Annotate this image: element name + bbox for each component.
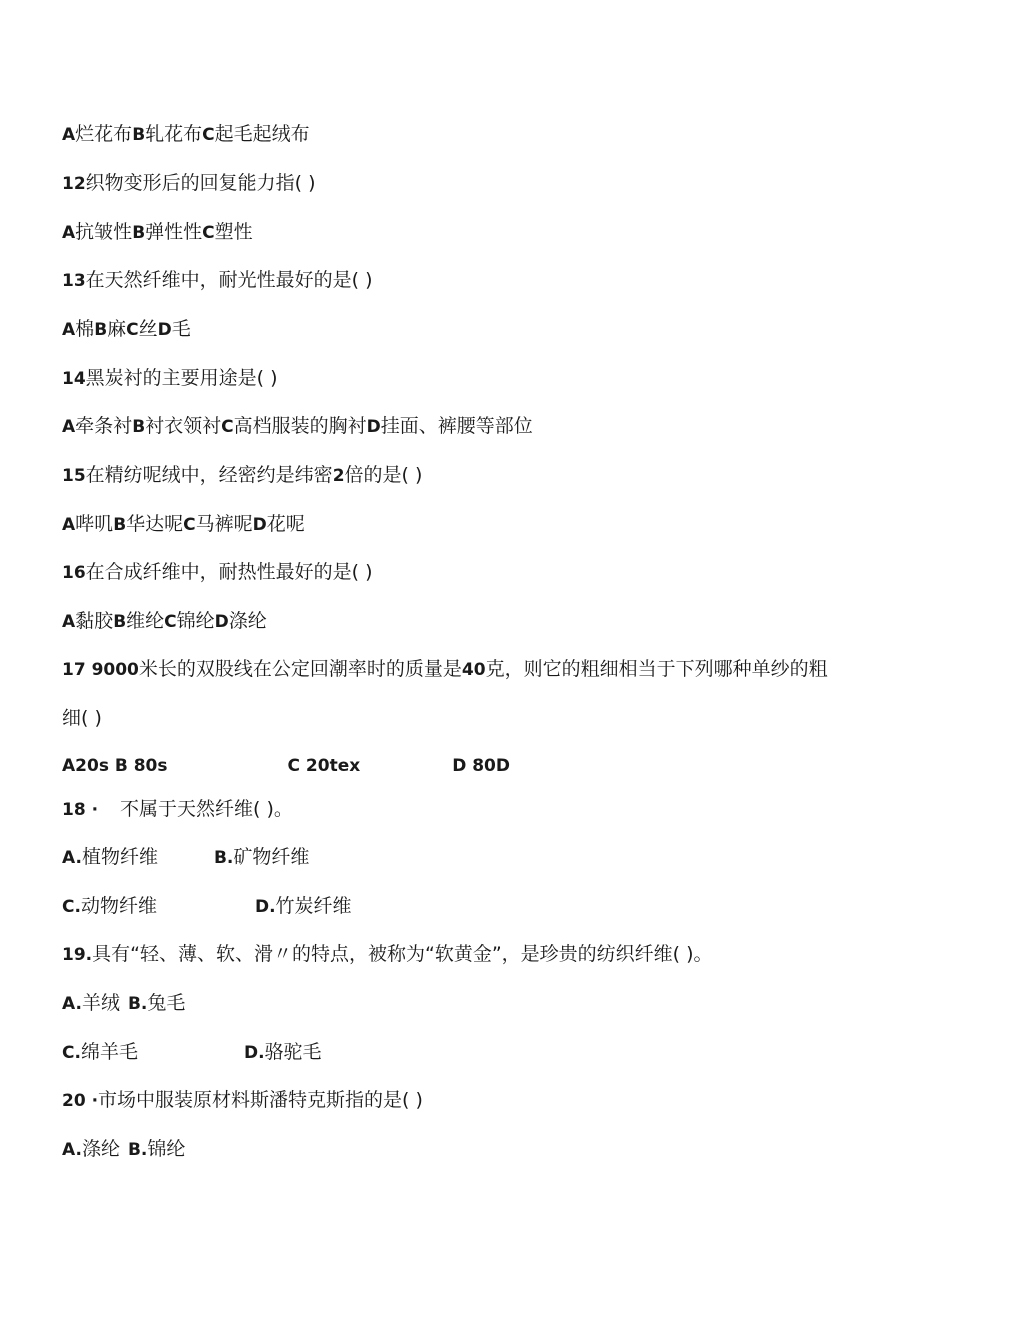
bold-run: C. [62,897,81,917]
bold-run: C [202,125,215,145]
text-run: 起毛起绒布 [214,123,310,145]
text-line [62,414,533,439]
text-line [62,463,422,488]
text-run: 在合成纤维中，耐热性最好的是( ) [85,561,373,583]
text-run: 矿物纤维 [233,846,310,868]
text-line [62,894,352,919]
bold-run: A. [62,1140,82,1160]
text-run: 羊绒 [81,992,120,1014]
text-run: 骆驼毛 [264,1041,322,1063]
text-run: 烂花布 [75,123,133,145]
text-line [62,657,828,682]
bold-run: D [252,515,267,535]
text-run: 棉 [75,318,95,340]
text-run: 黏胶 [75,610,114,632]
bold-run: B [132,417,146,437]
text-line [62,609,267,634]
text-run: 挂面、裤腰等部位 [380,415,533,437]
text-run: 塑性 [214,221,253,243]
text-run: 在精纺呢绒中，经密约是纬密 [85,464,333,486]
text-run: 市场中服装原材料斯潘特克斯指的是( ) [98,1089,423,1111]
text-run: 高档服装的胸衬 [233,415,367,437]
text-run: 花呢 [266,513,305,535]
text-line [62,753,510,778]
bold-run: A [62,417,76,437]
bold-run: 19. [62,945,93,965]
text-run: 锦纶 [147,1138,186,1160]
text-run: 华达呢 [126,513,184,535]
bold-run: D [214,612,229,632]
text-run: 弹性性 [145,221,203,243]
bold-run: 13 [62,271,86,291]
bold-run: C [164,612,177,632]
text-run: 锦纶 [176,610,215,632]
text-run: 毛 [171,318,191,340]
bold-run: A [62,125,76,145]
bold-run: A20s B 80s [62,756,168,776]
bold-run: 12 [62,174,86,194]
bold-run: C. [62,1043,81,1063]
bold-run: D 80D [452,756,511,776]
bold-run: B [113,515,127,535]
text-line [62,512,305,537]
text-run: 黑炭衬的主要用途是( ) [85,367,278,389]
text-run: 细( ) [62,707,102,729]
bold-run: B. [127,1140,148,1160]
text-run: 马裤呢 [195,513,253,535]
text-line [62,991,185,1016]
text-line [62,122,310,147]
text-line [62,797,293,822]
text-run: 动物纤维 [80,895,157,917]
bold-run: D. [243,1043,265,1063]
text-line [62,268,373,293]
text-run: 抗皱性 [75,221,133,243]
text-run: 轧花布 [145,123,203,145]
bold-run: B. [127,994,148,1014]
text-line [62,1040,322,1065]
text-line [62,366,278,391]
text-run: 涤纶 [81,1138,120,1160]
bold-run: D [366,417,381,437]
text-line [62,317,191,342]
bold-run: A [62,320,76,340]
text-run: 麻 [107,318,127,340]
text-run: 牵条衬 [75,415,133,437]
bold-run: 15 [62,466,86,486]
bold-run: C 20tex [287,756,361,776]
bold-run: A. [62,848,82,868]
text-run: 竹炭纤维 [275,895,352,917]
text-run: 植物纤维 [81,846,158,868]
text-line [62,220,253,245]
text-line [62,1088,423,1113]
bold-run: D [157,320,172,340]
text-run: 兔毛 [147,992,186,1014]
bold-run: B [132,223,146,243]
text-line [62,845,309,870]
bold-run: 20 · [62,1091,99,1111]
text-line [62,942,713,967]
text-run: 米长的双股线在公定回潮率时的质量是 [138,658,462,680]
text-run: 丝 [138,318,158,340]
text-run: 衬衣领衬 [145,415,222,437]
text-run: 维纶 [126,610,165,632]
bold-run: D. [254,897,276,917]
bold-run: B [94,320,108,340]
bold-run: B [113,612,127,632]
bold-run: C [183,515,196,535]
bold-run: 18 · [62,800,99,820]
bold-run: B [132,125,146,145]
text-run: 涤纶 [228,610,267,632]
text-line [62,171,316,196]
text-line [62,706,102,730]
text-run: 绵羊毛 [80,1041,138,1063]
bold-run: 17 9000 [62,660,139,680]
text-run: 具有“轻、薄、软、滑〃的特点，被称为“软黄金”，是珍贵的纺织纤维( )。 [92,943,713,965]
bold-run: 2 [332,466,345,486]
text-run: 不属于天然纤维( )。 [120,798,293,820]
bold-run: C [126,320,139,340]
text-run: 哔叽 [75,513,114,535]
text-run: 在天然纤维中，耐光性最好的是( ) [85,269,373,291]
text-run: 织物变形后的回复能力指( ) [85,172,316,194]
text-run: 倍的是( ) [344,464,423,486]
bold-run: C [202,223,215,243]
text-line [62,1137,185,1162]
bold-run: 40 [461,660,486,680]
bold-run: A [62,515,76,535]
bold-run: A [62,612,76,632]
bold-run: A [62,223,76,243]
text-run: 克，则它的粗细相当于下列哪种单纱的粗 [485,658,828,680]
bold-run: C [221,417,234,437]
bold-run: 16 [62,563,86,583]
text-line [62,560,373,585]
bold-run: A. [62,994,82,1014]
bold-run: B. [213,848,234,868]
bold-run: 14 [62,369,86,389]
